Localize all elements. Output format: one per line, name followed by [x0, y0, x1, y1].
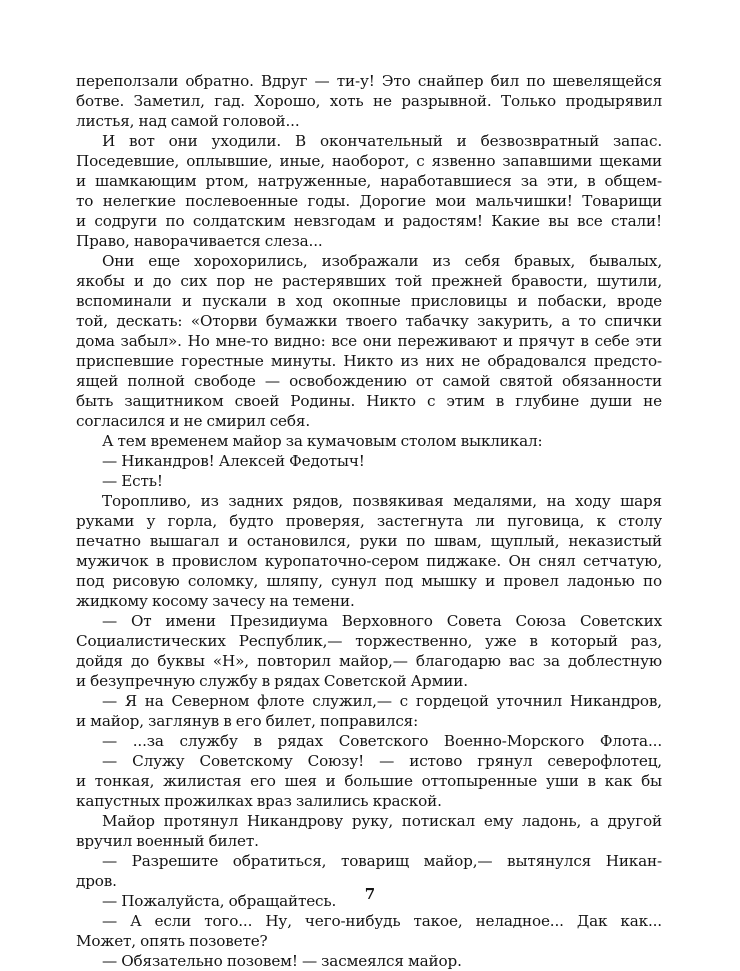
text-line: вручил военный билет.: [76, 832, 259, 850]
text-line: приспевшие горестные минуты. Никто из них не обрадовался предсто-: [76, 352, 662, 370]
text-line: — Обязательно позовем! — засмеялся майор.: [102, 952, 462, 970]
text-line: под рисовую соломку, шляпу, сунул под мышку и провел ладонью по: [76, 572, 662, 590]
text-line: жидкому косому зачесу на темени.: [76, 592, 355, 610]
text-line: вспоминали и пускали в ход окопные присловицы и побаски, вроде: [76, 292, 662, 310]
text-line: дома забыл». Но мне-то видно: все они переживают и прячут в себе эти: [76, 332, 662, 350]
text-line: то нелегкие послевоенные годы. Дорогие мои мальчишки! Товарищи: [76, 192, 662, 210]
text-line: — Разрешите обратиться, товарищ майор,— вытянулся Никан-: [102, 852, 662, 870]
text-line: мужичок в провислом куропаточно-сером пиджаке. Он снял сетчатую,: [76, 552, 662, 570]
text-line: ящей полной свободе — освобождению от самой святой обязанности: [76, 372, 662, 390]
text-line: быть защитником своей Родины. Никто с этим в глубине души не: [76, 392, 662, 410]
text-line: Майор протянул Никандрову руку, потискал ему ладонь, а другой: [102, 812, 662, 830]
text-line: капустных прожилках враз залились краской.: [76, 792, 442, 810]
text-line: И вот они уходили. В окончательный и безвозвратный запас.: [102, 132, 662, 150]
text-line: ботве. Заметил, гад. Хорошо, хоть не разрывной. Только продырявил: [76, 92, 662, 110]
text-line: дойдя до буквы «Н», повторил майор,— благодарю вас за доблестную: [76, 652, 662, 670]
text-line: — А если того... Ну, чего-нибудь такое, неладное... Дак как...: [102, 912, 662, 930]
text-line: и безупречную службу в рядах Советской Армии.: [76, 672, 468, 690]
text-line: Может, опять позовете?: [76, 932, 268, 950]
text-line: — Никандров! Алексей Федотыч!: [102, 452, 365, 470]
text-line: Торопливо, из задних рядов, позвякивая медалями, на ходу шаря: [102, 492, 662, 510]
text-line: Социалистических Республик,— торжественно, уже в который раз,: [76, 632, 662, 650]
page-number: 7: [364, 885, 376, 903]
text-line: — Пожалуйста, обращайтесь.: [102, 892, 337, 910]
text-line: переползали обратно. Вдруг — ти-у! Это снайпер бил по шевелящейся: [76, 72, 662, 90]
text-line: — Служу Советскому Союзу! — истово грянул северофлотец,: [102, 752, 662, 770]
text-line: и шамкающим ртом, натруженные, наработавшиеся за эти, в общем-: [76, 172, 662, 190]
text-line: А тем временем майор за кумачовым столом выкликал:: [102, 432, 543, 450]
page-body-text: [76, 71, 662, 971]
text-line: печатно вышагал и остановился, руки по швам, щуплый, неказистый: [76, 532, 662, 550]
text-line: руками у горла, будто проверяя, застегнута ли пуговица, к столу: [76, 512, 662, 530]
text-line: согласился и не смирил себя.: [76, 412, 310, 430]
text-line: и тонкая, жилистая его шея и большие оттопыренные уши в как бы: [76, 772, 662, 790]
text-line: — ...за службу в рядах Советского Военно-Морского Флота...: [102, 732, 662, 750]
text-line: — От имени Президиума Верховного Совета Союза Советских: [102, 612, 662, 630]
text-line: Они еще хорохорились, изображали из себя бравых, бывалых,: [102, 252, 662, 270]
text-line: Право, наворачивается слеза...: [76, 232, 323, 250]
text-line: Поседевшие, оплывшие, иные, наоборот, с язвенно запавшими щеками: [76, 152, 662, 170]
text-line: — Я на Северном флоте служил,— с гордецой уточнил Никандров,: [102, 692, 662, 710]
text-line: якобы и до сих пор не растерявших той прежней бравости, шутили,: [76, 272, 662, 290]
text-line: листья, над самой головой...: [76, 112, 300, 130]
text-line: дров.: [76, 872, 117, 890]
text-line: — Есть!: [102, 472, 163, 490]
text-line: той, дескать: «Оторви бумажки твоего табачку закурить, а то спички: [76, 312, 662, 330]
text-line: и майор, заглянув в его билет, поправился:: [76, 712, 419, 730]
text-line: и содруги по солдатским невзгодам и радостям! Какие вы все стали!: [76, 212, 662, 230]
